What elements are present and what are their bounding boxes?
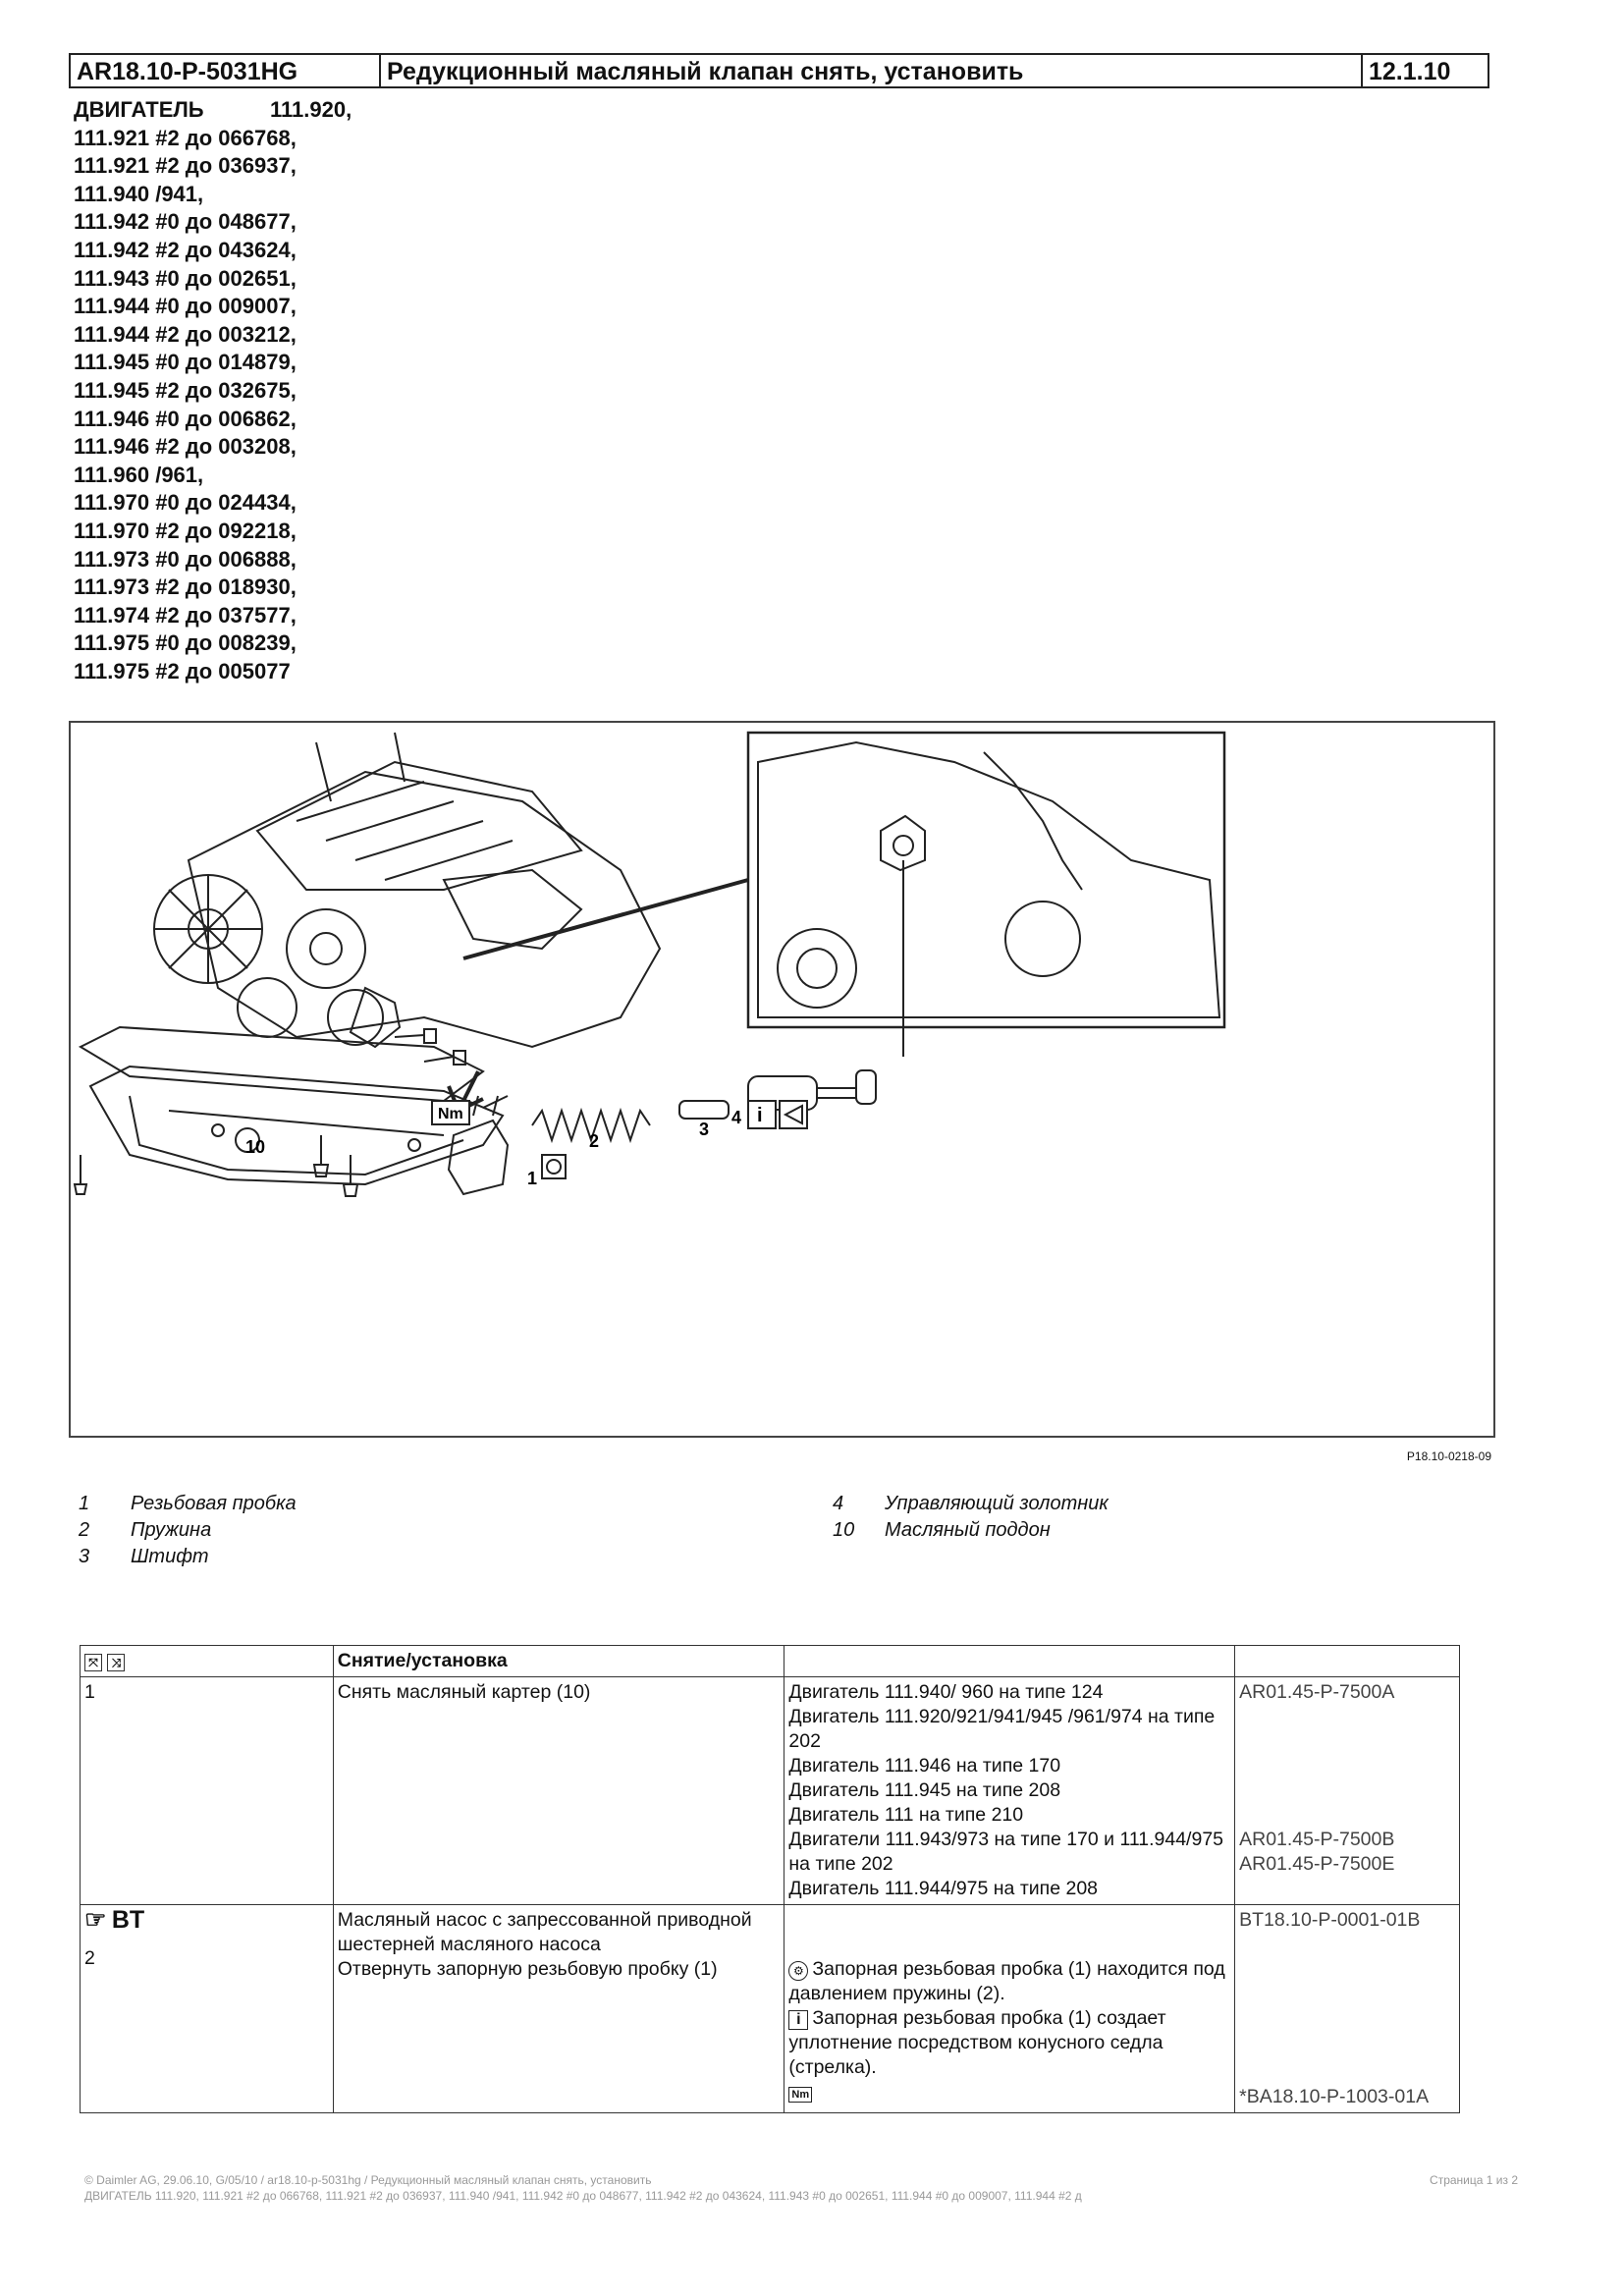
legend-right [833, 1491, 1109, 1544]
doc-title: Редукционный масляный клапан снять, установить [381, 55, 1363, 86]
engine-item: 111.970 #2 до 092218, [74, 518, 297, 543]
callout-2: 2 [589, 1131, 600, 1151]
ref-link[interactable]: AR01.45-P-7500A [1239, 1681, 1395, 1703]
footer-line-1: © Daimler AG, 29.06.10, G/05/10 / ar18.10-p-5031hg / Редукционный масляный клапан снять, установить [84, 2173, 652, 2187]
legend-item: 3 Штифт [79, 1546, 209, 1567]
callout-1: 1 [527, 1169, 538, 1188]
section-number: 12.1.10 [1369, 58, 1451, 85]
warning-gear-icon: ⚙ [788, 1961, 808, 1981]
step-action: Снять масляный картер (10) [333, 1677, 784, 1905]
doc-code: AR18.10-P-5031HG [71, 55, 381, 86]
gear-arrow-icon [542, 1155, 566, 1178]
engine-item: 111.942 #2 до 043624, [74, 237, 297, 262]
legend-item: 2 Пружина [79, 1519, 212, 1541]
engine-label: ДВИГАТЕЛЬ [74, 97, 204, 122]
table-row [81, 1677, 1460, 1905]
page-footer [84, 2172, 1518, 2204]
detail-inset [748, 733, 1224, 1027]
step-notes: Двигатель 111.940/ 960 на типе 124 Двигатель 111.920/921/941/945 /961/974 на типе 202 Двигатель 111.946 на типе 170 Двигатель 111.945 на типе 208 Двигатель 111 на типе 210 Двигатели 111.943/973 на типе 170 и 111.944/975 на типе 202 Двигатель 111.944/975 на типе 208 [784, 1677, 1235, 1905]
collapse-icon[interactable]: ⤨ [107, 1654, 125, 1671]
engine-item: 111.944 #2 до 003212, [74, 321, 297, 347]
figure-code: P18.10-0218-09 [1406, 1449, 1491, 1463]
svg-text:i: i [757, 1105, 763, 1126]
engine-item: 111.946 #2 до 003208, [74, 434, 297, 460]
pin-drawing [679, 1101, 729, 1119]
engine-item: 111.921 #2 до 066768, [74, 125, 297, 150]
ref-link[interactable]: BT18.10-P-0001-01B [1239, 1909, 1421, 1931]
legend-item: 4 Управляющий золотник [833, 1493, 1109, 1514]
engine-item: 111.945 #2 до 032675, [74, 377, 297, 403]
step-notes: ⚙ Запорная резьбовая пробка (1) находится под давлением пружины (2). i Запорная резьбовая пробка (1) создает уплотнение посредством конусного седла (стрелка). Nm [784, 1905, 1235, 2113]
callout-3: 3 [699, 1120, 710, 1139]
leader-line [463, 880, 748, 958]
step-action: Масляный насос с запрессованной приводной шестерней масляного насоса Отвернуть запорную резьбовую пробку (1) [333, 1905, 784, 2113]
legend-item: 10 Масляный поддон [833, 1519, 1051, 1541]
procedure-table [80, 1645, 1460, 2113]
bt-cell [81, 1905, 334, 2113]
engine-item: 111.975 #2 до 005077 [74, 658, 291, 683]
engine-item: 111.942 #0 до 048677, [74, 209, 297, 235]
info-icon: i [788, 2010, 808, 2030]
ref-link[interactable]: AR01.45-P-7500E [1239, 1853, 1395, 1875]
bt-label: BT [111, 1906, 145, 1934]
engine-item: 111.920, [270, 97, 352, 122]
nm-icon: Nm [788, 2087, 812, 2103]
engine-item: 111.970 #0 до 024434, [74, 490, 297, 516]
callout-4: 4 [731, 1108, 742, 1127]
engine-item: 111.973 #2 до 018930, [74, 574, 297, 600]
engine-item: 111.943 #0 до 002651, [74, 265, 297, 291]
exploded-view-drawing [71, 723, 1495, 1438]
table-row [81, 1905, 1460, 2113]
engine-first-line [74, 96, 352, 125]
nm-icon: Nm [438, 1106, 463, 1122]
engine-list [74, 96, 352, 685]
engine-item: 111.973 #0 до 006888, [74, 546, 297, 572]
engine-item: 111.975 #0 до 008239, [74, 630, 297, 656]
engine-item: 111.945 #0 до 014879, [74, 350, 297, 375]
threaded-plug-drawing [449, 1121, 508, 1194]
engine-item: 111.940 /941, [74, 181, 204, 206]
header-table [69, 53, 1489, 88]
step-number: 1 [81, 1677, 334, 1905]
ref-link[interactable]: *BA18.10-P-1003-01A [1239, 2086, 1430, 2107]
table-heading: Снятие/установка [333, 1646, 784, 1677]
exploded-view-figure [69, 721, 1495, 1438]
legend-left [79, 1491, 297, 1570]
engine-item: 111.944 #0 до 009007, [74, 294, 297, 319]
engine-item: 111.946 #0 до 006862, [74, 406, 297, 431]
page-number: Страница 1 из 2 [1430, 2173, 1518, 2187]
callout-10: 10 [245, 1137, 266, 1157]
engine-item: 111.960 /961, [74, 462, 204, 487]
legend-item: 1 Резьбовая пробка [79, 1493, 297, 1514]
ref-link[interactable]: AR01.45-P-7500B [1239, 1829, 1395, 1850]
step-number: 2 [84, 1947, 95, 1969]
engine-item: 111.921 #2 до 036937, [74, 153, 297, 179]
engine-item: 111.974 #2 до 037577, [74, 602, 297, 628]
pointing-hand-icon: ☞ [84, 1906, 107, 1934]
expand-collapse-cell [81, 1646, 334, 1677]
step-refs [1235, 1677, 1460, 1905]
step-refs [1235, 1905, 1460, 2113]
table-header-row [81, 1646, 1460, 1677]
expand-icon[interactable]: ⤧ [84, 1654, 102, 1671]
footer-line-2: ДВИГАТЕЛЬ 111.920, 111.921 #2 до 066768, 111.921 #2 до 036937, 111.940 /941, 111.942 #0 до 048677, 111.942 #2 до 043624, 111.943 #0 до 002651, 111.944 #0 до 009007, 111.944 #2 д [84, 2189, 1082, 2203]
